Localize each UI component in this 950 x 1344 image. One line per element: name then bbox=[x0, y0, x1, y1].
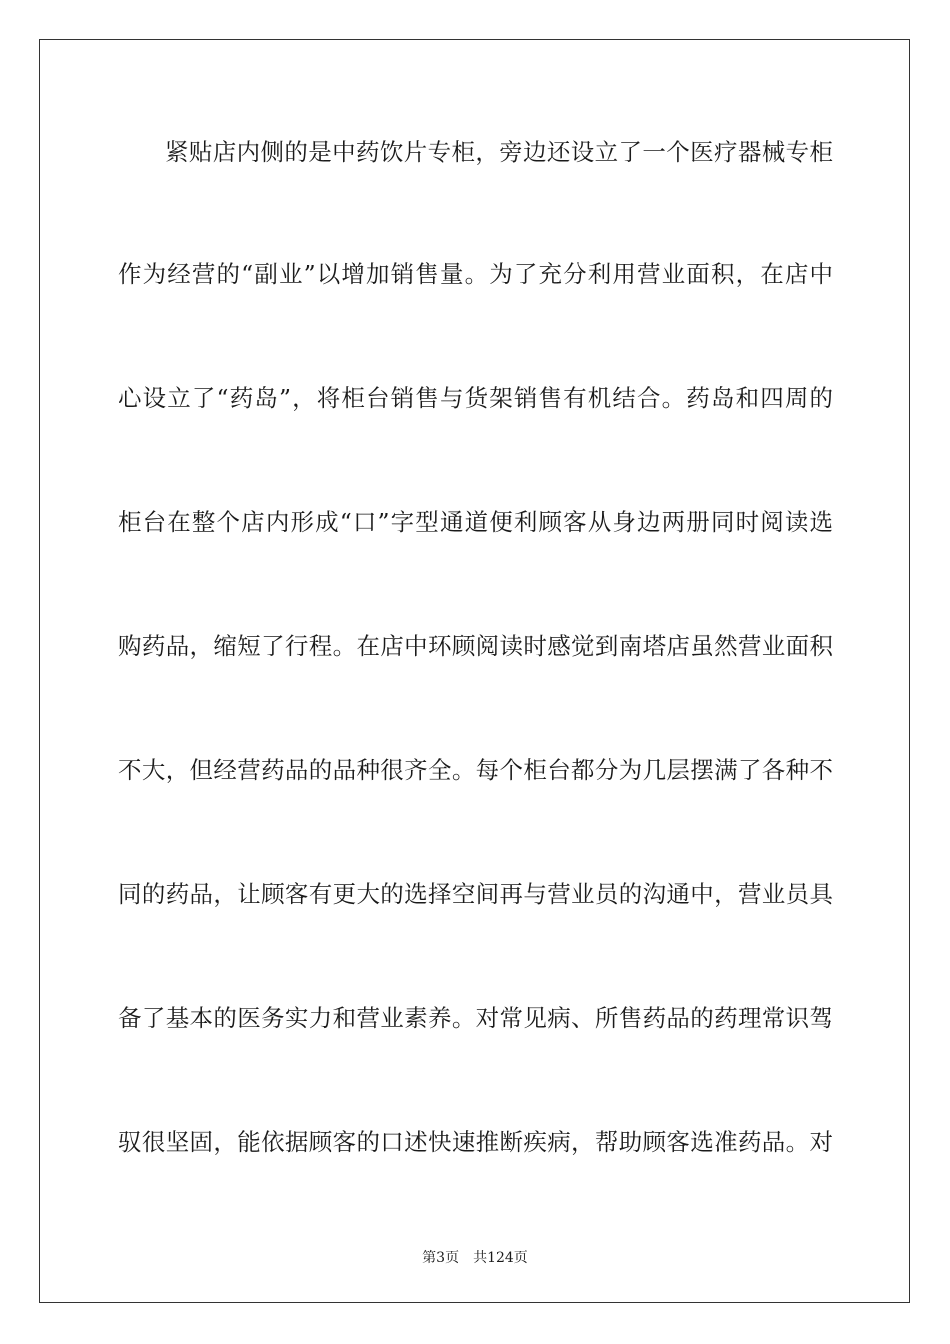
text-line: 购药品，缩短了行程。在店中环顾阅读时感觉到南塔店虽然营业面积 bbox=[118, 632, 833, 660]
text-line: 备了基本的医务实力和营业素养。对常见病、所售药品的药理常识驾 bbox=[118, 1004, 833, 1032]
page-number-footer: 第3页 共124页 bbox=[422, 1250, 528, 1266]
text-line: 紧贴店内侧的是中药饮片专柜，旁边还设立了一个医疗器械专柜 bbox=[165, 138, 833, 166]
text-line: 不大，但经营药品的品种很齐全。每个柜台都分为几层摆满了各种不 bbox=[118, 756, 833, 784]
page-border bbox=[39, 39, 910, 1303]
text-line: 心设立了“药岛”，将柜台销售与货架销售有机结合。药岛和四周的 bbox=[118, 384, 833, 412]
text-line: 柜台在整个店内形成“口”字型通道便利顾客从身边两册同时阅读选 bbox=[118, 508, 833, 536]
text-line: 驭很坚固，能依据顾客的口述快速推断疾病，帮助顾客选准药品。对 bbox=[118, 1128, 833, 1156]
text-line: 作为经营的“副业”以增加销售量。为了充分利用营业面积，在店中 bbox=[118, 260, 833, 288]
text-line: 同的药品，让顾客有更大的选择空间再与营业员的沟通中，营业员具 bbox=[118, 880, 833, 908]
